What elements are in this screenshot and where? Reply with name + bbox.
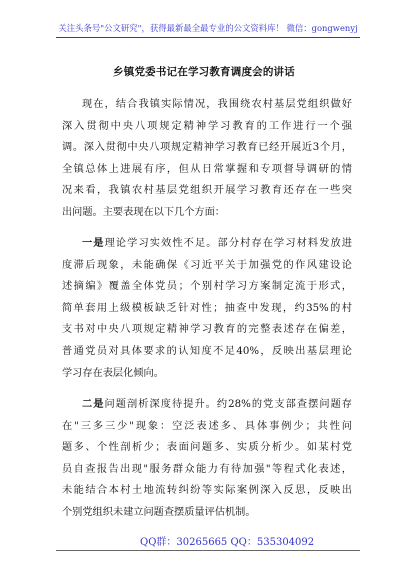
intro-paragraph (62, 94, 352, 224)
text-line: 在"三多三少"现象：空泛表述多、具体事例少；共性问 (62, 420, 352, 432)
header-promo-text: 关注头条号"公文研究"，获得最新最全最专业的公文资料库！ 微信：gongwenyj (58, 23, 358, 33)
text-line (62, 394, 352, 416)
text-line: 出问题。主要表现在以下几个方面： (62, 206, 225, 218)
text-line: 学习存在表层化倾向。 (62, 367, 164, 379)
text-line: 全镇总体上进展有序，但从日常掌握和专项督导调研的情 (62, 163, 352, 175)
text-line: 度滞后现象，未能确保《习近平关于加强党的作风建设论 (62, 259, 352, 271)
section-1-paragraph (62, 233, 352, 384)
text-line: 普通党员对具体要求的认知度不足40%，反映出基层理论 (62, 345, 352, 357)
text-line: 调。深入贯彻中央八项规定精神学习教育已经开展近3个月， (62, 142, 352, 154)
text-line: 未能结合本村土地流转纠纷等实际案例深入反思，反映出 (62, 485, 352, 497)
text-line (62, 233, 352, 255)
section-2-line-1: 问题剖析深度待提升。约28%的党支部查摆问题存 (104, 399, 352, 410)
section-1-line-1: 理论学习实效性不足。部分村存在学习材料发放进 (104, 238, 352, 249)
text-line: 员自查报告出现"服务群众能力有待加强"等程式化表述， (62, 463, 352, 475)
section-1-lead: 一是 (82, 237, 105, 249)
text-line: 个别党组织未建立问题查摆质量评估机制。 (62, 506, 256, 518)
text-line: 支书对中央八项规定精神学习教育的完整表述存在偏差， (62, 324, 352, 336)
footer-contact-text: QQ群：30265665 QQ：535304092 (140, 537, 315, 548)
document-title: 乡镇党委书记在学习教育调度会的讲话 (113, 66, 295, 78)
text-line: 题多、个性剖析少；表面问题多、实质分析少。如某村党 (62, 442, 352, 454)
text-line: 述摘编》覆盖全体党员；个别村学习方案制定流于形式， (62, 281, 352, 293)
text-line: 现在，结合我镇实际情况，我围绕农村基层党组织做好 (82, 99, 352, 110)
section-2-lead: 二是 (82, 398, 105, 410)
header-divider (56, 37, 360, 38)
text-line: 简单套用上级模板缺乏针对性；抽查中发现，约35%的村 (62, 302, 352, 314)
text-line: 深入贯彻中央八项规定精神学习教育的工作进行一个强 (62, 120, 352, 132)
section-2-paragraph (62, 394, 352, 524)
text-line: 况来看，我镇农村基层党组织开展学习教育还存在一些突 (62, 185, 352, 197)
footer-divider (56, 550, 360, 551)
